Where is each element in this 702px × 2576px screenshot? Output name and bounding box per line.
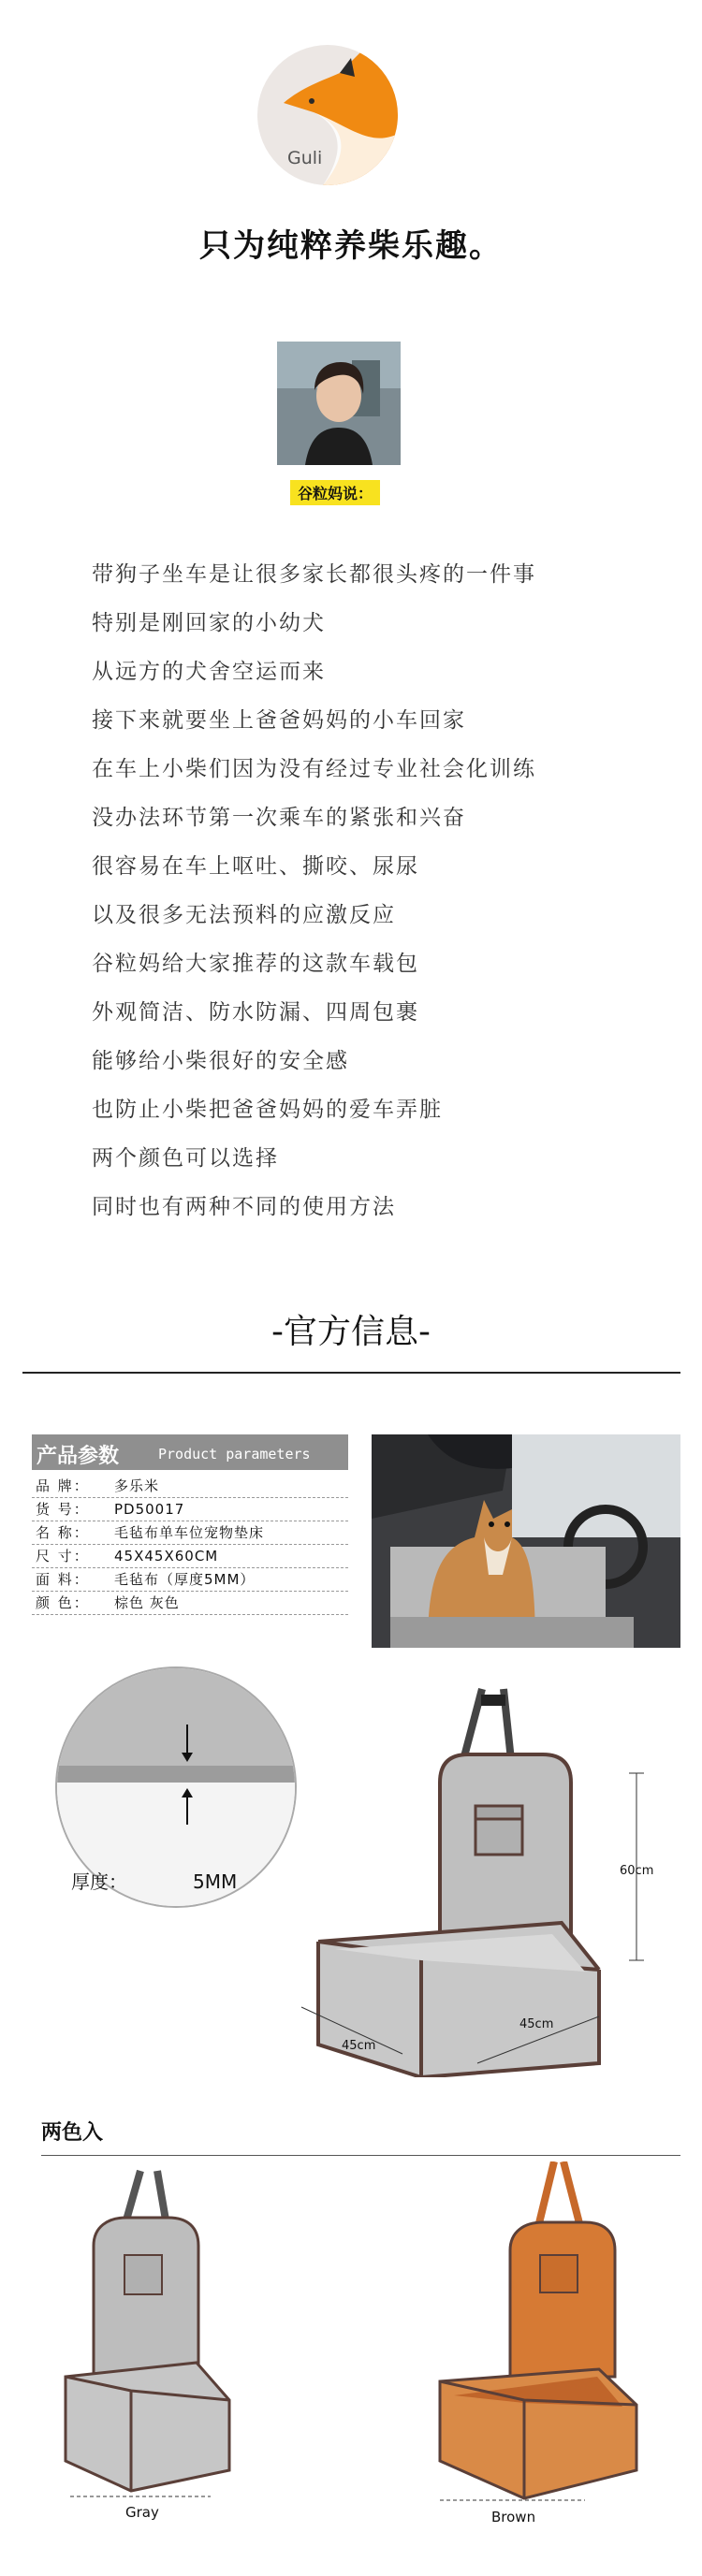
- color-label-brown: Brown: [491, 2509, 536, 2525]
- params-title: 产品参数: [37, 1445, 120, 1468]
- two-colors-heading: 两色入: [41, 2121, 104, 2145]
- param-key: 名 称：: [36, 1524, 90, 1541]
- story-line: 同时也有两种不同的使用方法: [92, 1195, 396, 1219]
- slogan: 只为纯粹养柴乐趣。: [199, 227, 503, 265]
- param-key: 颜 色：: [36, 1594, 90, 1611]
- story-line: 带狗子坐车是让很多家长都很头疼的一件事: [92, 562, 536, 587]
- param-row: [32, 1475, 348, 1498]
- param-value: 毛毡布单车位宠物垫床: [114, 1524, 265, 1541]
- param-value: 多乐米: [114, 1477, 160, 1494]
- product-dimension-diagram: [37, 1661, 683, 2077]
- story-line: 外观简洁、防水防漏、四周包裹: [92, 1000, 419, 1025]
- story-line: 两个颜色可以选择: [92, 1146, 279, 1171]
- param-key: 货 号：: [36, 1501, 90, 1518]
- author-label: 谷粒妈说：: [290, 480, 380, 505]
- brown-seat: [440, 2161, 636, 2498]
- gray-seat: [66, 2171, 229, 2491]
- dim-height: 60cm: [620, 1864, 654, 1878]
- story-line: 以及很多无法预料的应激反应: [92, 903, 396, 927]
- fox-icon: [257, 45, 398, 185]
- thickness-label: 厚度：: [71, 1870, 127, 1893]
- param-row: [32, 1521, 348, 1545]
- param-row: [32, 1498, 348, 1521]
- dog-in-car-photo: [372, 1434, 680, 1648]
- param-value: 棕色 灰色: [114, 1594, 180, 1611]
- param-row: [32, 1592, 348, 1615]
- param-value: PD50017: [114, 1501, 185, 1518]
- story-line: 没办法环节第一次乘车的紧张和兴奋: [92, 806, 466, 830]
- story-line: 在车上小柴们因为没有经过专业社会化训练: [92, 757, 536, 781]
- param-value: 45X45X60CM: [114, 1548, 219, 1565]
- story-line: 接下来就要坐上爸爸妈妈的小车回家: [92, 708, 466, 733]
- color-label-gray: Gray: [125, 2504, 159, 2521]
- logo-text: Guli: [287, 148, 323, 168]
- dim-width: 45cm: [342, 2039, 376, 2053]
- brand-logo: [257, 45, 398, 185]
- story-text: [92, 550, 653, 1231]
- param-value: 毛毡布（厚度5MM）: [114, 1571, 256, 1588]
- param-key: 尺 寸：: [36, 1548, 90, 1565]
- story-line: 能够给小柴很好的安全感: [92, 1049, 349, 1073]
- divider: [22, 1372, 680, 1374]
- story-line: 从远方的犬舍空运而来: [92, 660, 326, 684]
- param-key: 面 料：: [36, 1571, 90, 1588]
- color-variants-image: [37, 2161, 683, 2536]
- story-line: 也防止小柴把爸爸妈妈的爱车弄脏: [92, 1098, 443, 1122]
- dim-depth: 45cm: [519, 2017, 554, 2031]
- params-table: [32, 1475, 348, 1615]
- divider: [41, 2155, 680, 2156]
- story-line: 很容易在车上呕吐、撕咬、尿尿: [92, 854, 419, 879]
- section-heading-official-info: -官方信息-: [271, 1313, 431, 1351]
- thickness-value: 5MM: [193, 1870, 238, 1893]
- param-row: [32, 1568, 348, 1592]
- story-line: 谷粒妈给大家推荐的这款车载包: [92, 952, 419, 976]
- story-line: 特别是刚回家的小幼犬: [92, 611, 326, 635]
- param-row: [32, 1545, 348, 1568]
- params-subtitle: Product parameters: [158, 1446, 311, 1463]
- params-header: [32, 1434, 348, 1470]
- author-avatar: [277, 342, 401, 465]
- param-key: 品 牌：: [36, 1477, 90, 1494]
